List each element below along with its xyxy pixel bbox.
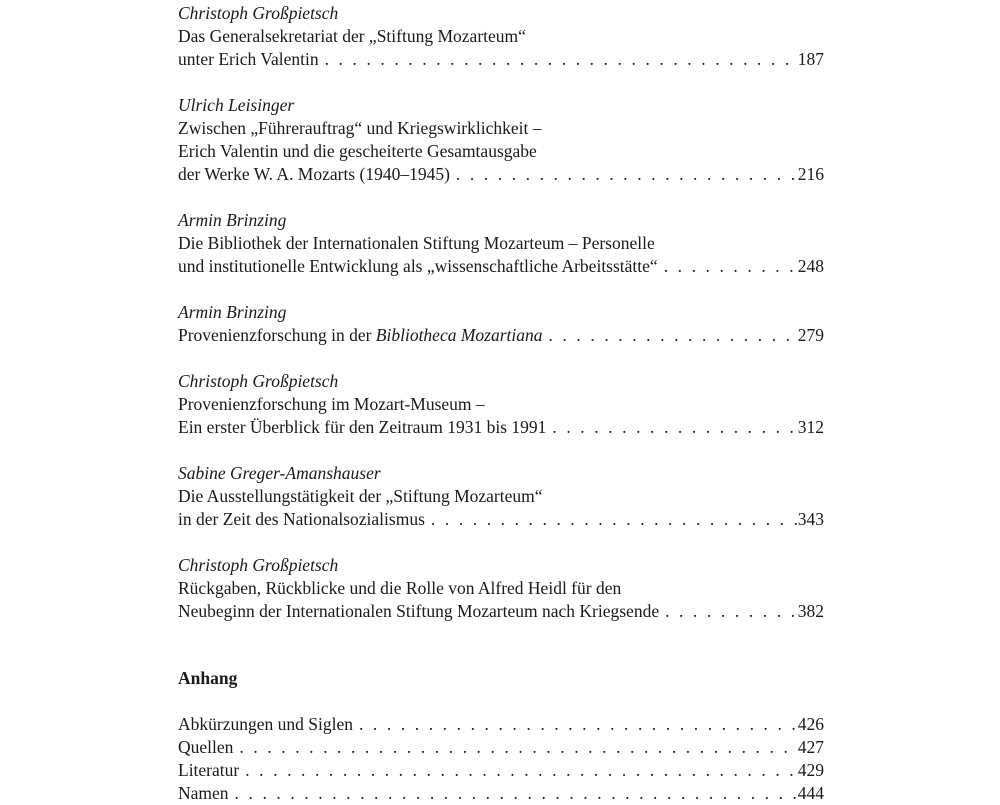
entry-title-line: Rückgaben, Rückblicke und die Rolle von Alfred Heidl für den [178, 578, 622, 598]
toc-entry [178, 2, 824, 71]
entry-title-line: Provenienzforschung im Mozart-Museum – [178, 394, 485, 414]
entry-title-last-line [178, 324, 824, 347]
entry-title-text: unter Erich Valentin [178, 49, 319, 69]
entry-title-last-line [178, 416, 824, 439]
dot-leader [239, 759, 798, 782]
appendix-item-label: Abkürzungen und Siglen [178, 714, 353, 734]
appendix-item [178, 736, 824, 759]
page-number: 279 [797, 325, 824, 345]
entry-title-last-line [178, 163, 824, 186]
entry-title-text: in der Zeit des Nationalsozialismus [178, 509, 425, 529]
entry-title-line: Zwischen „Führerauftrag“ und Kriegswirklichkeit – [178, 118, 542, 138]
entry-title-line: Erich Valentin und die gescheiterte Gesamtausgabe [178, 141, 537, 161]
page-number: 426 [797, 714, 824, 734]
entry-title-line: Das Generalsekretariat der „Stiftung Mozarteum“ [178, 26, 526, 46]
dot-leader [543, 324, 798, 347]
appendix-item-label: Namen [178, 783, 229, 803]
dot-leader [425, 508, 798, 531]
entry-title-line: Die Ausstellungstätigkeit der „Stiftung Mozarteum“ [178, 486, 543, 506]
entry-title-last-line [178, 48, 824, 71]
dot-leader [319, 48, 798, 71]
appendix-list [178, 713, 824, 805]
entry-title-last-line [178, 508, 824, 531]
page-number: 444 [797, 783, 824, 803]
toc-entry [178, 301, 824, 347]
entry-title-line: Die Bibliothek der Internationalen Stiftung Mozarteum – Personelle [178, 233, 655, 253]
entry-author: Sabine Greger-Amanshauser [178, 463, 381, 483]
entry-title-text: der Werke W. A. Mozarts (1940–1945) [178, 164, 450, 184]
dot-leader [546, 416, 797, 439]
page-number: 248 [797, 256, 824, 276]
page-number: 187 [797, 49, 824, 69]
appendix-item-label: Literatur [178, 760, 240, 780]
page-number: 427 [797, 737, 824, 757]
dot-leader [233, 736, 797, 759]
entry-title-text: Ein erster Überblick für den Zeitraum 1931 bis 1991 [178, 417, 547, 437]
dot-leader [353, 713, 798, 736]
entry-author: Christoph Großpietsch [178, 371, 339, 391]
entry-title-last-line [178, 255, 824, 278]
page-number: 312 [797, 417, 824, 437]
entry-title-text: und institutionelle Entwicklung als „wissenschaftliche Arbeitsstätte“ [178, 256, 658, 276]
section-heading-appendix: Anhang [178, 668, 238, 688]
toc-entry [178, 209, 824, 278]
appendix-item [178, 782, 824, 805]
entry-title-prefix: Provenienzforschung in der [178, 325, 376, 345]
entry-author: Christoph Großpietsch [178, 3, 339, 23]
toc-entry [178, 462, 824, 531]
appendix-item [178, 759, 824, 782]
dot-leader [658, 255, 798, 278]
entry-title-text [178, 324, 543, 347]
appendix-item [178, 713, 824, 736]
entry-author: Ulrich Leisinger [178, 95, 295, 115]
entry-author: Christoph Großpietsch [178, 555, 339, 575]
entry-author: Armin Brinzing [178, 210, 287, 230]
toc-entry [178, 554, 824, 623]
toc-entry [178, 94, 824, 186]
page-number: 343 [797, 509, 824, 529]
dot-leader [659, 600, 798, 623]
entry-author: Armin Brinzing [178, 302, 287, 322]
entry-title-italic: Bibliotheca Mozartiana [375, 325, 543, 345]
dot-leader [229, 782, 798, 805]
entry-title-text: Neubeginn der Internationalen Stiftung Mozarteum nach Kriegsende [178, 601, 660, 621]
page-number: 216 [797, 164, 824, 184]
dot-leader [450, 163, 798, 186]
page-number: 429 [797, 760, 824, 780]
toc-entry [178, 370, 824, 439]
appendix-item-label: Quellen [178, 737, 234, 757]
page-number: 382 [797, 601, 824, 621]
entry-title-last-line [178, 600, 824, 623]
